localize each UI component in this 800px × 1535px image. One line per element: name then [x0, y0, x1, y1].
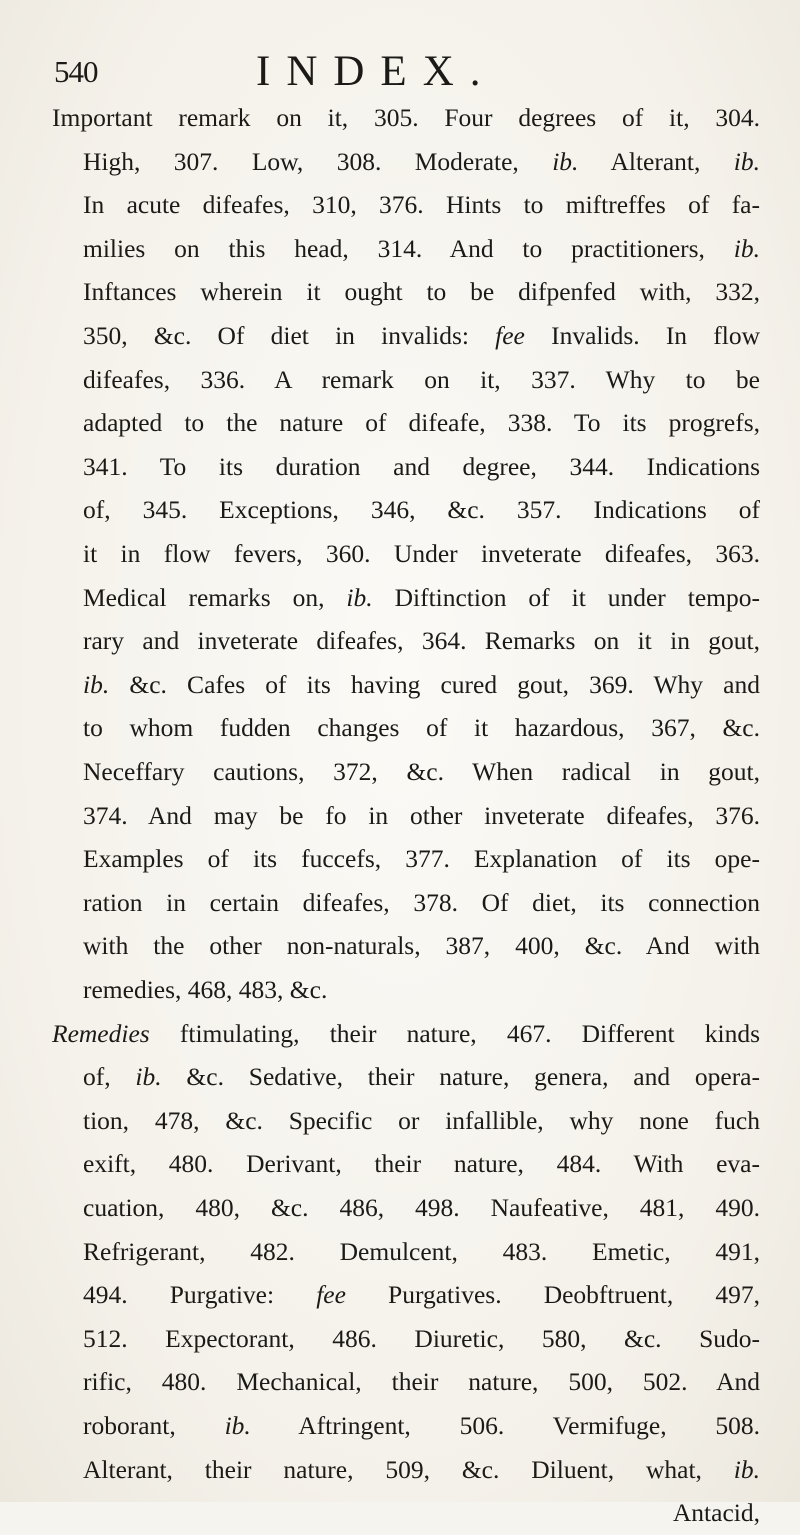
index-line: [83, 1273, 760, 1317]
index-text: adapted to the nature of difeafe, 338. To its progrefs,: [83, 408, 760, 438]
index-line: [83, 270, 760, 314]
index-line: [83, 1099, 760, 1143]
index-text: Remedies: [52, 1018, 150, 1048]
index-text: In acute difeafes, 310, 376. Hints to miftreffes of fa-: [83, 190, 760, 220]
index-text: ib.: [733, 146, 760, 176]
index-line: [83, 794, 760, 838]
index-text: Important remark on it, 305. Four degrees of it, 304.: [52, 103, 760, 132]
index-line: [83, 1491, 760, 1535]
index-text: 512. Expectorant, 486. Diuretic, 580, &c. Sudo-: [83, 1323, 760, 1353]
index-text: cuation, 480, &c. 486, 498. Naufeative, 481, 490.: [83, 1193, 760, 1222]
index-line: [83, 663, 760, 707]
index-text: ib.: [83, 669, 110, 699]
index-text: ib.: [552, 146, 579, 176]
index-text: Refrigerant, 482. Demulcent, 483. Emetic, 491,: [83, 1236, 760, 1266]
index-line: [83, 1404, 760, 1448]
index-text: milies on this head, 314. And to practitioners,: [83, 233, 734, 263]
index-text: to whom fudden changes of it hazardous, 367, &c.: [83, 713, 760, 743]
index-line: [83, 227, 760, 271]
index-text: of, 345. Exceptions, 346, &c. 357. Indications of: [83, 495, 760, 525]
index-text: ib.: [346, 582, 373, 612]
index-line: [83, 619, 760, 663]
index-text: 494. Purgative:: [83, 1280, 317, 1310]
index-text: of,: [83, 1062, 136, 1092]
index-text: &c. Cafes of its having cured gout, 369. Why and: [109, 669, 760, 699]
index-text: 374. And may be fo in other inveterate difeafes, 376.: [83, 800, 760, 830]
index-line: [83, 968, 760, 1012]
index-line: [83, 924, 760, 968]
index-text: ib.: [224, 1411, 251, 1440]
index-text: Medical remarks on,: [83, 582, 347, 612]
index-line: [83, 837, 760, 881]
index-line: [83, 1186, 760, 1230]
index-line: [83, 1317, 760, 1361]
index-text: Neceffary cautions, 372, &c. When radical in gout,: [83, 757, 760, 786]
index-line: [83, 358, 760, 402]
running-head: INDEX.: [256, 48, 497, 95]
index-line: [83, 488, 760, 532]
index-line: [52, 96, 760, 140]
index-text: roborant,: [83, 1411, 225, 1440]
index-line: [83, 1055, 760, 1099]
index-text: Inftances wherein it ought to be difpenfed with, 332,: [83, 277, 760, 307]
page-number: 540: [54, 54, 98, 89]
index-text: ib.: [733, 1454, 760, 1484]
index-text: ration in certain difeafes, 378. Of diet, its connection: [83, 887, 760, 917]
index-line: [52, 1012, 760, 1056]
index-text: 341. To its duration and degree, 344. Indications: [83, 451, 760, 481]
index-line: [83, 401, 760, 445]
index-text: Diftinction of it under tempo-: [372, 582, 760, 612]
index-text: ftimulating, their nature, 467. Different kinds: [149, 1018, 760, 1048]
index-line: [83, 706, 760, 750]
index-text: ib.: [733, 233, 760, 263]
index-text: tion, 478, &c. Specific or infallible, why none fuch: [83, 1105, 760, 1135]
index-text: High, 307. Low, 308. Moderate,: [83, 146, 553, 176]
index-text: Alterant,: [578, 146, 734, 176]
index-line: [83, 881, 760, 925]
index-text: fee: [316, 1280, 346, 1310]
index-line: [83, 183, 760, 227]
index-text: 350, &c. Of diet in invalids:: [83, 321, 496, 350]
index-line: [83, 140, 760, 184]
index-line: [83, 1360, 760, 1404]
index-text: rary and inveterate difeafes, 364. Remarks on it in gout,: [83, 626, 760, 656]
index-line: [83, 1142, 760, 1186]
index-line: [83, 445, 760, 489]
index-text: rific, 480. Mechanical, their nature, 500, 502. And: [83, 1367, 760, 1397]
index-line: [83, 576, 760, 620]
index-text: Examples of its fuccefs, 377. Explanation of its ope-: [83, 844, 760, 874]
index-text: exift, 480. Derivant, their nature, 484. With eva-: [83, 1149, 760, 1179]
index-line: [83, 1448, 760, 1492]
index-line: [83, 532, 760, 576]
index-line: [83, 314, 760, 358]
index-text: Purgatives. Deobftruent, 497,: [345, 1280, 760, 1310]
index-text: fee: [495, 321, 525, 350]
index-text: Antacid,: [672, 1498, 760, 1528]
index-text: Aftringent, 506. Vermifuge, 508.: [250, 1411, 761, 1440]
index-text: it in flow fevers, 360. Under inveterate difeafes, 363.: [83, 539, 760, 568]
index-text: ib.: [135, 1062, 162, 1092]
index-text: remedies, 468, 483, &c.: [83, 975, 328, 1004]
index-line: [83, 1230, 760, 1274]
index-text: with the other non-naturals, 387, 400, &c. And with: [83, 931, 760, 961]
index-text: &c. Sedative, their nature, genera, and opera-: [161, 1062, 760, 1092]
index-line: [83, 750, 760, 794]
index-text: Alterant, their nature, 509, &c. Diluent, what,: [83, 1454, 734, 1484]
index-text: difeafes, 336. A remark on it, 337. Why to be: [83, 364, 760, 394]
index-text: Invalids. In flow: [524, 321, 760, 350]
